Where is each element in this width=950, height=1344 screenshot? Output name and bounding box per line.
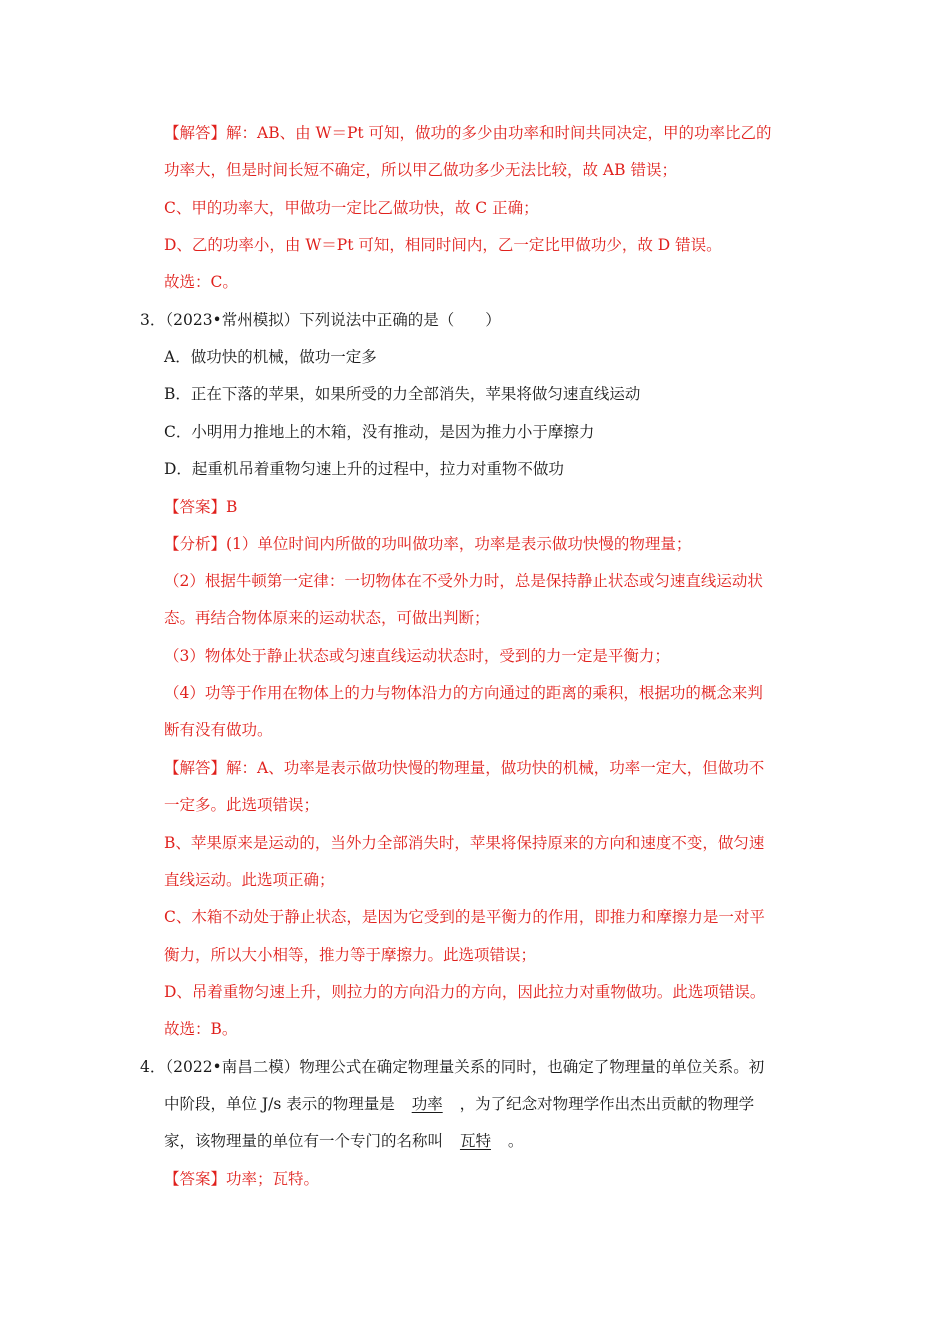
q3-analysis-line: 【分析】(1）单位时间内所做的功叫做功率，功率是表示做功快慢的物理量； [164,535,692,553]
q3-solution-choice: 故选：B。 [164,1020,238,1038]
q4-text: 家，该物理量的单位有一个专门的名称叫 [164,1132,444,1150]
q2-solution-choice: 故选：C。 [164,273,238,291]
q4-text: 中阶段，单位 J/s 表示的物理量是 [164,1095,395,1113]
q3-option-c: C．小明用力推地上的木箱，没有推动，是因为推力小于摩擦力 [164,423,595,441]
q3-analysis-line: 断有没有做功。 [164,721,273,739]
q3-stem: 3．（2023•常州模拟）下列说法中正确的是（ ） [140,311,501,329]
q3-analysis-line: （4）功等于作用在物体上的力与物体沿力的方向通过的距离的乘积，根据功的概念来判 [164,684,763,702]
q4-blank-answer: 瓦特 [459,1132,491,1150]
q3-solution-line: 衡力，所以大小相等，推力等于摩擦力。此选项错误； [164,946,537,964]
q3-solution-line: 一定多。此选项错误； [164,796,320,814]
q4-blank-answer: 功率 [411,1095,443,1113]
q2-solution-line: 【解答】解：AB、由 W＝Pt 可知，做功的多少由功率和时间共同决定，甲的功率比乙的 [164,124,772,142]
q3-option-b: B．正在下落的苹果，如果所受的力全部消失，苹果将做匀速直线运动 [164,385,641,403]
q3-solution-line: 直线运动。此选项正确； [164,871,335,889]
q3-solution-line: 【解答】解：A、功率是表示做功快慢的物理量，做功快的机械，功率一定大，但做功不 [164,759,765,777]
q2-solution-line: 功率大，但是时间长短不确定，所以甲乙做功多少无法比较，故 AB 错误； [164,161,677,179]
q4-text: ，为了纪念对物理学作出杰出贡献的物理学 [459,1095,755,1113]
q4-stem-line [164,1093,754,1115]
q4-stem-line [164,1130,523,1152]
q2-solution-line: D、乙的功率小，由 W＝Pt 可知，相同时间内，乙一定比甲做功少，故 D 错误。 [164,236,722,254]
q4-answer: 【答案】功率；瓦特。 [164,1170,320,1188]
q3-solution-line: C、木箱不动处于静止状态，是因为它受到的是平衡力的作用，即推力和摩擦力是一对平 [164,908,765,926]
q3-solution-line: B、苹果原来是运动的，当外力全部消失时，苹果将保持原来的方向和速度不变，做匀速 [164,834,765,852]
q3-option-d: D．起重机吊着重物匀速上升的过程中，拉力对重物不做功 [164,460,564,478]
q4-text: 。 [507,1132,524,1150]
q3-solution-line: D、吊着重物匀速上升，则拉力的方向沿力的方向，因此拉力对重物做功。此选项错误。 [164,983,766,1001]
q3-analysis-line: （2）根据牛顿第一定律：一切物体在不受外力时，总是保持静止状态或匀速直线运动状 [164,572,763,590]
q2-solution-line: C、甲的功率大，甲做功一定比乙做功快，故 C 正确； [164,199,539,217]
q4-stem-line: 4．（2022•南昌二模）物理公式在确定物理量关系的同时，也确定了物理量的单位关系。初 [140,1058,765,1076]
q3-analysis-line: 态。再结合物体原来的运动状态，可做出判断； [164,609,490,627]
q3-answer: 【答案】B [164,498,238,516]
q3-analysis-line: （3）物体处于静止状态或匀速直线运动状态时，受到的力一定是平衡力； [164,647,670,665]
q3-option-a: A．做功快的机械，做功一定多 [164,348,377,366]
